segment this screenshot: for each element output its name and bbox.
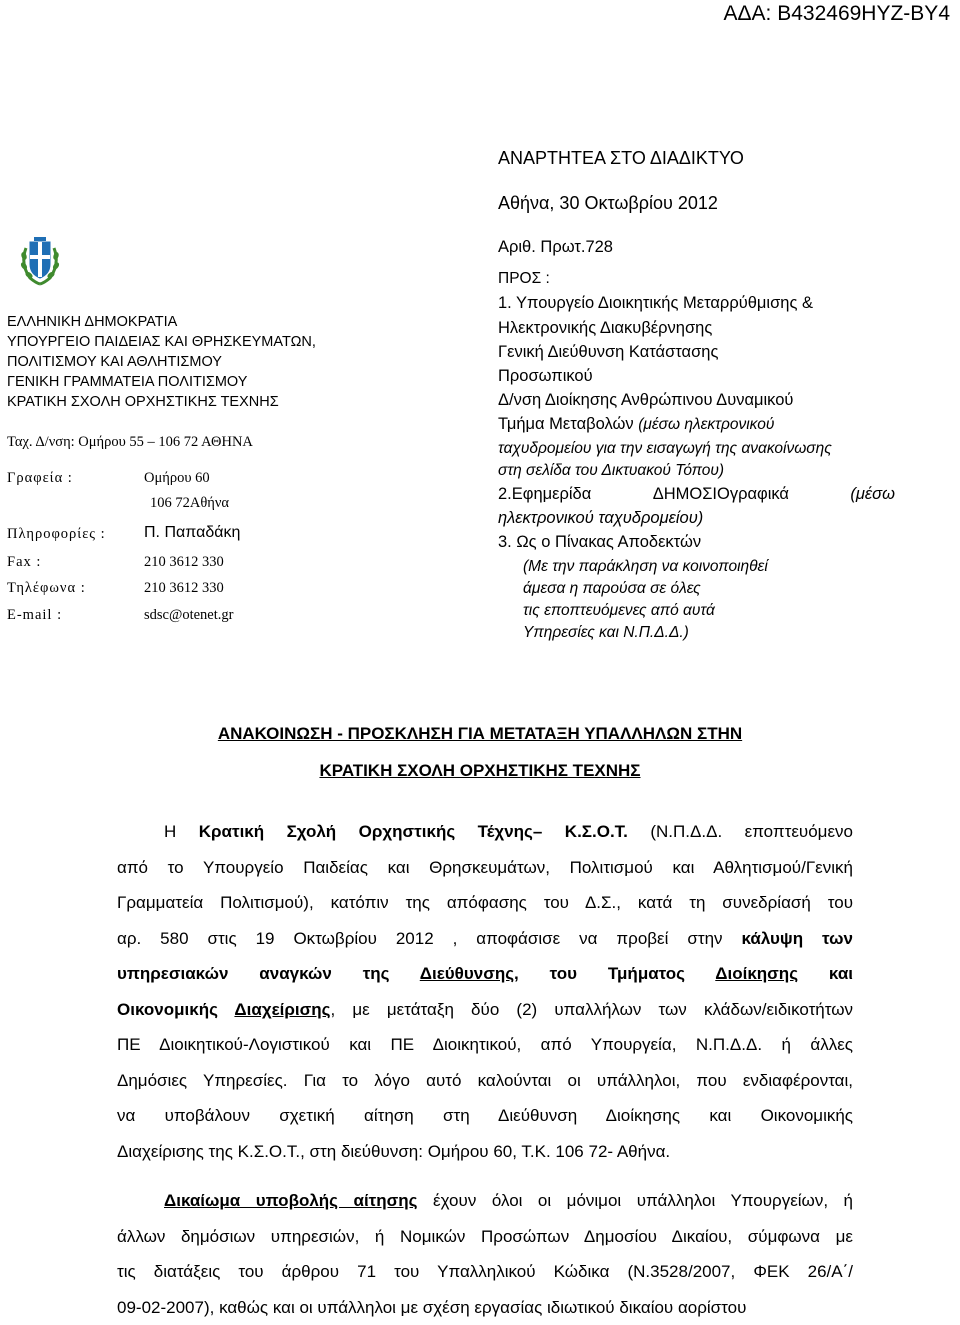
emphasis-underlined: Δικαίωμα υποβολής αίτησης [164,1191,418,1210]
issuer-line: ΥΠΟΥΡΓΕΙΟ ΠΑΙΔΕΙΑΣ ΚΑΙ ΘΡΗΣΚΕΥΜΑΤΩΝ, [7,332,316,352]
recipient-note-line: ταχυδρομείου για την εισαγωγή της ανακοίνωσης [498,440,832,458]
email-label: E-mail : [7,607,62,624]
recipient-note-line: (Με την παράκληση να κοινοποιηθεί [523,558,768,576]
body-paragraph-1 [117,850,853,1170]
text: αρ. 580 στις 19 Οκτωβρίου 2012 , αποφάσισε να προβεί στην [117,929,741,948]
offices-line2: 106 72Αθήνα [150,495,229,512]
issuer-line: ΓΕΝΙΚΗ ΓΡΑΜΜΑΤΕΙΑ ΠΟΛΙΤΙΣΜΟΥ [7,372,316,392]
emphasis [685,964,715,983]
body-line [117,956,853,992]
info-value: Π. Παπαδάκη [144,524,240,542]
body-line: 09-02-2007), καθώς και οι υπάλληλοι με σχέση εργασίας ιδιωτικού δικαίου αορίστου [117,1290,853,1325]
issuer-line: ΕΛΛΗΝΙΚΗ ΔΗΜΟΚΡΑΤΙΑ [7,312,316,332]
body-paragraph-2 [117,1219,853,1325]
body-line [117,921,853,957]
to-label: ΠΡΟΣ : [498,270,550,288]
greek-emblem-icon [18,234,62,286]
recipient-note-line: Υπηρεσίες και Ν.Π.Δ.Δ.) [523,624,689,642]
recipient-note: (μέσω [850,485,895,504]
body-line: Γραμματεία Πολιτισμού), κατόπιν της απόφασης του Δ.Σ., κατά τη συνεδρίασή του [117,885,853,921]
recipient-line: Ηλεκτρονικής Διακυβέρνησης [498,319,712,338]
school-name: Κρατική Σχολή Ορχηστικής Τέχνης– Κ.Σ.Ο.Τ. [199,822,628,841]
body-paragraph-1-first-line [164,814,853,850]
body-line [164,814,853,850]
offices-label: Γραφεία : [7,470,73,487]
recipient-note: (μέσω ηλεκτρονικού [638,416,774,433]
recipient-note-line: ηλεκτρονικού ταχυδρομείου) [498,509,703,528]
text: Η [164,822,199,841]
emphasis-underlined: Διαχείρισης [234,1000,330,1019]
issuer-line: ΠΟΛΙΤΙΣΜΟΥ ΚΑΙ ΑΘΛΗΤΙΣΜΟΥ [7,352,316,372]
email-value: sdsc@otenet.gr [144,607,233,624]
recipient-text: 2.Εφημερίδα [498,485,591,504]
text: έχουν όλοι οι μόνιμοι υπάλληλοι Υπουργείων, ή [418,1191,853,1210]
body-line: άλλων δημόσιων υπηρεσιών, ή Νομικών Προσώπων Δημοσίου Δικαίου, σύμφωνα με [117,1219,853,1255]
text: , με μετάταξη δύο (2) υπαλλήλων των κλάδων/ειδικοτήτων [331,1000,854,1019]
recipient-note-line: στη σελίδα του Δικτυακού Τόπου) [498,462,724,480]
phone-value: 210 3612 330 [144,580,224,597]
announcement-title-line2: ΚΡΑΤΙΚΗ ΣΧΟΛΗ ΟΡΧΗΣΤΙΚΗΣ ΤΕΧΝΗΣ [0,761,960,781]
body-line: Δημόσιες Υπηρεσίες. Για το λόγο αυτό καλούνται οι υπάλληλοι, που ενδιαφέρονται, [117,1063,853,1099]
offices-line1: Ομήρου 60 [144,470,210,487]
recipient-text: Τμήμα Μεταβολών [498,415,634,433]
announcement-title-line1: ΑΝΑΚΟΙΝΩΣΗ - ΠΡΟΣΚΛΗΣΗ ΓΙΑ ΜΕΤΑΤΑΞΗ ΥΠΑΛΛΗΛΩΝ ΣΤΗΝ [0,724,960,744]
body-line: Διαχείρισης της Κ.Σ.Ο.Τ., στη διεύθυνση: Ομήρου 60, Τ.Κ. 106 72- Αθήνα. [117,1134,853,1170]
emphasis: , του [514,964,608,983]
emphasis: υπηρεσιακών αναγκών της [117,964,420,983]
emphasis-underlined: Διοίκησης [715,964,798,983]
emphasis: κάλυψη των [741,929,853,948]
emphasis: Οικονομικής [117,1000,234,1019]
body-paragraph-2-first-line [164,1183,853,1219]
recipient-note-line: άμεσα η παρούσα σε όλες [523,580,701,598]
recipient-line: Δ/νση Διοίκησης Ανθρώπινου Δυναμικού [498,391,793,410]
issuer-line: ΚΡΑΤΙΚΗ ΣΧΟΛΗ ΟΡΧΗΣΤΙΚΗΣ ΤΕΧΝΗΣ [7,392,316,412]
body-line: από το Υπουργείο Παιδείας και Θρησκευμάτων, Πολιτισμού και Αθλητισμού/Γενική [117,850,853,886]
fax-label: Fax : [7,554,41,571]
posted-online-notice: ΑΝΑΡΤΗΤΕΑ ΣΤΟ ΔΙΑΔΙΚΤΥΟ [498,148,744,169]
info-label: Πληροφορίες : [7,526,106,543]
body-line [117,992,853,1028]
recipient-line: 1. Υπουργείο Διοικητικής Μεταρρύθμισης & [498,294,813,313]
emphasis: Τμήματος [608,964,685,983]
phone-label: Τηλέφωνα : [7,580,86,597]
recipient-text: ΔΗΜΟΣΙΟγραφικά [653,485,789,504]
recipient-note-line: τις εποπτευόμενες από αυτά [523,602,715,620]
fax-value: 210 3612 330 [144,554,224,571]
body-line: να υποβάλουν σχετική αίτηση στη Διεύθυνση Διοίκησης και Οικονομικής [117,1098,853,1134]
issuer-block [7,312,316,412]
document-date: Αθήνα, 30 Οκτωβρίου 2012 [498,193,718,214]
recipient-line: Προσωπικού [498,367,593,386]
emphasis: και [798,964,853,983]
postal-address: Ταχ. Δ/νση: Ομήρου 55 – 106 72 ΑΘΗΝΑ [7,434,253,451]
emphasis-underlined: Διεύθυνσης [420,964,514,983]
recipient-line [498,485,895,504]
recipient-line: Γενική Διεύθυνση Κατάστασης [498,343,718,362]
text: (Ν.Π.Δ.Δ. εποπτευόμενο [628,822,853,841]
body-line: ΠΕ Διοικητικού-Λογιστικού και ΠΕ Διοικητικού, από Υπουργεία, Ν.Π.Δ.Δ. ή άλλες [117,1027,853,1063]
recipient-line [498,415,774,434]
protocol-number: Αριθ. Πρωτ.728 [498,238,613,257]
body-line: τις διατάξεις του άρθρου 71 του Υπαλληλικού Κώδικα (Ν.3528/2007, ΦΕΚ 26/Α΄/ [117,1254,853,1290]
body-line [164,1183,853,1219]
ada-code: ΑΔΑ: Β432469ΗΥΖ-ΒΥ4 [724,2,950,26]
recipient-line: 3. Ως ο Πίνακας Αποδεκτών [498,533,701,552]
